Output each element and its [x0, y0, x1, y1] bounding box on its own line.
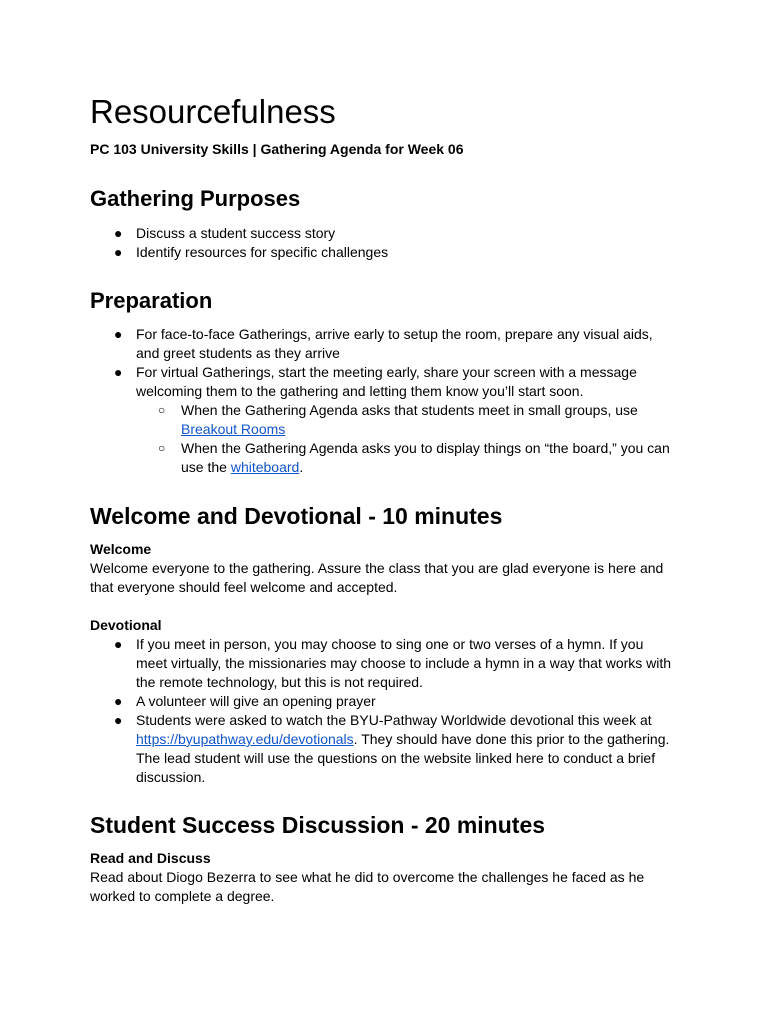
- page-title: Resourcefulness: [90, 93, 336, 130]
- list-item-text: For face-to-face Gatherings, arrive early to setup the room, prepare any visual aids, and greet students as they arrive: [136, 326, 653, 361]
- page-subtitle: PC 103 University Skills | Gathering Agenda for Week 06: [90, 141, 464, 157]
- whiteboard-link[interactable]: whiteboard: [230, 459, 300, 475]
- list-item-text: If you meet in person, you may choose to sing one or two verses of a hymn. If you meet virtually, the missionaries may choose to include a hymn in a way that works with the remote technology, but this is not required.: [136, 636, 672, 690]
- devotional-label: Devotional: [90, 617, 162, 633]
- purposes-list: [0, 224, 676, 262]
- bullet-icon: ●: [114, 712, 123, 728]
- list-item: [0, 325, 676, 363]
- section-heading-preparation: Preparation: [90, 288, 213, 313]
- list-item: [0, 224, 676, 243]
- list-item: [0, 243, 676, 262]
- section-heading-student-success: Student Success Discussion - 20 minutes: [90, 812, 546, 838]
- devotional-list: [0, 635, 676, 787]
- list-item-text: Students were asked to watch the BYU-Pathway Worldwide devotional this week at: [136, 712, 652, 728]
- list-item: [0, 363, 676, 401]
- bullet-icon: ●: [114, 693, 123, 709]
- preparation-list: [0, 325, 676, 477]
- list-item: [0, 711, 676, 787]
- sub-list-item: [0, 439, 673, 477]
- section-heading-welcome-devotional: Welcome and Devotional - 10 minutes: [90, 503, 503, 529]
- bullet-icon: ●: [114, 364, 123, 380]
- list-item-text: Identify resources for specific challenges: [136, 244, 389, 260]
- bullet-icon: ●: [114, 326, 123, 342]
- welcome-label: Welcome: [90, 541, 152, 557]
- breakout-rooms-link[interactable]: Breakout Rooms: [181, 421, 286, 437]
- read-discuss-label: Read and Discuss: [90, 850, 211, 866]
- bullet-icon: ●: [114, 244, 123, 260]
- list-item: [0, 635, 676, 692]
- sub-list-item: [0, 401, 673, 439]
- welcome-paragraph: Welcome everyone to the gathering. Assure the class that you are glad everyone is here and that everyone should feel welcome and accepted.: [90, 560, 664, 595]
- section-heading-purposes: Gathering Purposes: [90, 186, 301, 211]
- list-item-text: Discuss a student success story: [136, 225, 336, 241]
- sub-item-text: When the Gathering Agenda asks you to display things on “the board,” you can use the: [181, 440, 670, 475]
- list-item-text: A volunteer will give an opening prayer: [136, 693, 376, 709]
- list-item: [0, 692, 676, 711]
- sub-item-text: When the Gathering Agenda asks that students meet in small groups, use: [181, 402, 638, 418]
- circle-bullet-icon: ○: [158, 403, 166, 417]
- sub-item-end: .: [299, 459, 304, 475]
- list-item-text: For virtual Gatherings, start the meeting early, share your screen with a message welcoming them to the gathering and letting them know you’ll start soon.: [136, 364, 637, 399]
- circle-bullet-icon: ○: [158, 441, 166, 455]
- devotionals-link[interactable]: https://byupathway.edu/devotionals: [136, 731, 354, 747]
- list-item-text-end: . They should have done this prior to the gathering. The lead student will use the questions on the website linked here to conduct a brief discussion.: [136, 731, 670, 785]
- bullet-icon: ●: [114, 636, 123, 652]
- bullet-icon: ●: [114, 225, 123, 241]
- read-discuss-paragraph: Read about Diogo Bezerra to see what he did to overcome the challenges he faced as he worked to complete a degree.: [90, 869, 645, 904]
